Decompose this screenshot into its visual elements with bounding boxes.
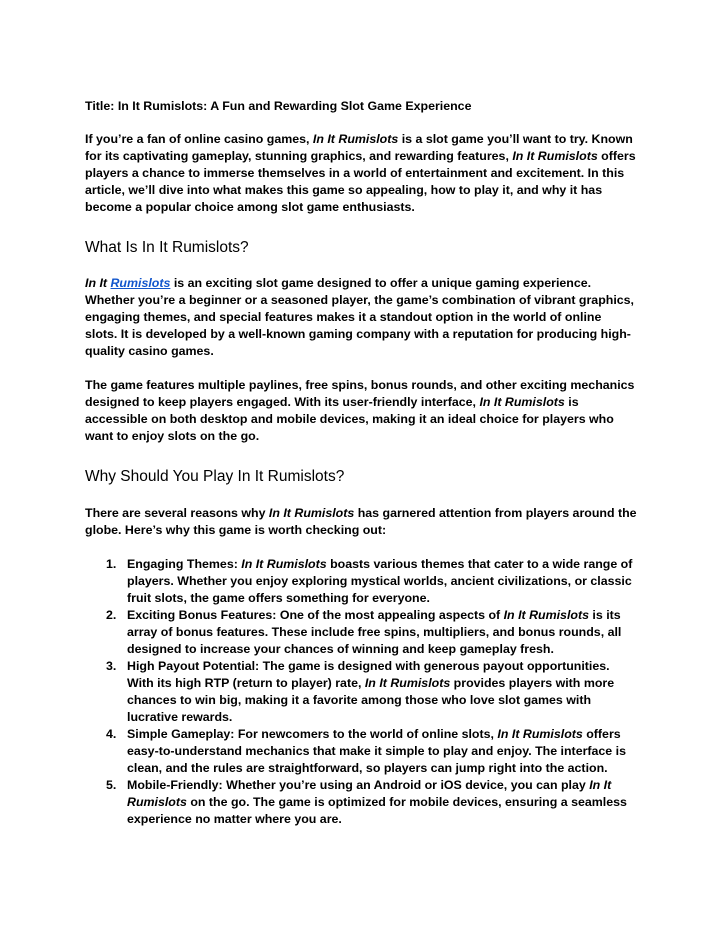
list-item-text: Engaging Themes: <box>127 557 242 571</box>
list-item-text: High Payout Potential: The game is designed with generous payout opportunities. With its high RTP (return to player) rate, <box>127 659 610 690</box>
paragraph-text: is accessible on both desktop and mobile devices, making it an ideal choice for players who want to enjoy slots on the go. <box>85 395 614 443</box>
list-number: 5. <box>106 778 117 792</box>
list-item-text: boasts various themes that cater to a wide range of players. Whether you enjoy exploring mystical worlds, ancient civilizations, or classic fruit slots, the game offers something for everyone. <box>127 557 633 605</box>
list-item-text: on the go. The game is optimized for mobile devices, ensuring a seamless experience no matter where you are. <box>127 795 627 826</box>
paragraph-reasons <box>85 505 637 539</box>
game-name: In It Rumislots <box>241 557 327 571</box>
list-number: 3. <box>106 659 117 673</box>
intro-text-1: If you’re a fan of online casino games, <box>85 132 313 146</box>
document-body <box>85 98 637 828</box>
game-name: In It Rumislots <box>479 395 565 409</box>
rumislots-link[interactable]: Rumislots <box>110 276 171 290</box>
paragraph-text: There are several reasons why <box>85 506 269 520</box>
reasons-list <box>85 556 637 828</box>
paragraph-text: The game features multiple paylines, free spins, bonus rounds, and other exciting mechanics designed to keep players engaged. With its user-friendly interface, <box>85 378 635 409</box>
list-item-text: Mobile-Friendly: Whether you’re using an Android or iOS device, you can play <box>127 778 590 792</box>
list-number: 2. <box>106 608 117 622</box>
game-name: In It Rumislots <box>268 506 355 520</box>
paragraph-text: has garnered attention from players around the globe. Here’s why this game is worth checking out: <box>85 506 637 537</box>
list-number: 1. <box>106 557 117 571</box>
list-item <box>85 556 637 607</box>
game-name: In It Rumislots <box>364 676 451 690</box>
game-name: In It Rumislots <box>312 132 399 146</box>
game-name: In It Rumislots <box>503 608 589 622</box>
list-item <box>85 777 637 828</box>
list-number: 4. <box>106 727 117 741</box>
section-heading-what-is: What Is In It Rumislots? <box>85 239 249 256</box>
list-item-text: Exciting Bonus Features: One of the most appealing aspects of <box>127 608 504 622</box>
intro-paragraph <box>85 131 637 216</box>
intro-text-3: offers players a chance to immerse themselves in a world of entertainment and excitement. In this article, we’ll dive into what makes this game so appealing, how to play it, and why it has become a popular choice among slot game enthusiasts. <box>85 149 636 214</box>
list-item-text: offers easy-to-understand mechanics that make it simple to play and enjoy. The interface is clean, and the rules are straightforward, so players can jump right into the action. <box>127 727 626 775</box>
list-item <box>85 658 637 726</box>
list-item <box>85 726 637 777</box>
game-name: In It Rumislots <box>127 778 612 809</box>
list-item-text: Simple Gameplay: For newcomers to the world of online slots, <box>127 727 498 741</box>
game-name-prefix: In It <box>85 276 108 290</box>
game-name: In It Rumislots <box>497 727 583 741</box>
section-heading-why-play: Why Should You Play In It Rumislots? <box>85 468 345 485</box>
paragraph-features <box>85 377 637 445</box>
document-title: Title: In It Rumislots: A Fun and Rewarding Slot Game Experience <box>85 99 472 113</box>
list-item <box>85 607 637 658</box>
paragraph-description <box>85 275 637 360</box>
list-item-text: is its array of bonus features. These include free spins, multipliers, and bonus rounds, all designed to increase your chances of winning and keep gameplay fresh. <box>127 608 622 656</box>
game-name: In It Rumislots <box>512 149 598 163</box>
paragraph-text: is an exciting slot game designed to offer a unique gaming experience. Whether you’re a beginner or a seasoned player, the game’s combination of vibrant graphics, engaging themes, and special features makes it a standout option in the world of online slots. It is developed by a well-known gaming company with a reputation for producing high-quality casino games. <box>85 276 634 358</box>
list-item-text: provides players with more chances to win big, making it a favorite among those who love slot games with lucrative rewards. <box>127 676 615 724</box>
intro-text-2: is a slot game you’ll want to try. Known for its captivating gameplay, stunning graphics, and rewarding features, <box>85 132 633 163</box>
